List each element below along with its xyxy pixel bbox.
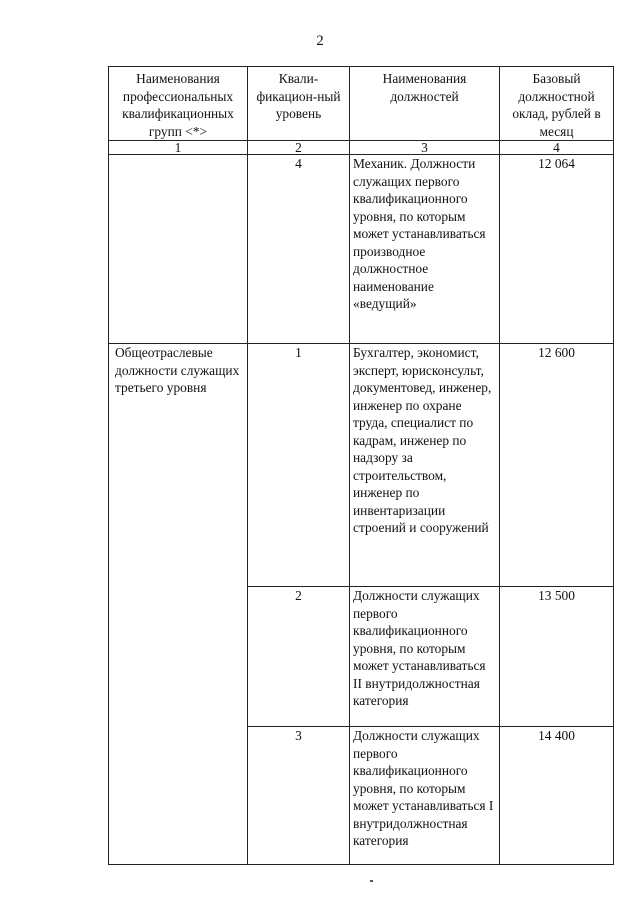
header-position-names: Наименования должностей [350, 67, 500, 141]
group-cell [109, 155, 248, 344]
salary-cell: 13 500 [500, 587, 614, 727]
level-cell: 1 [248, 344, 350, 587]
scan-speck [370, 880, 373, 882]
salary-cell: 12 064 [500, 155, 614, 344]
column-number: 4 [500, 141, 614, 155]
column-number: 1 [109, 141, 248, 155]
group-cell: Общеотраслевые должности служащих третьего уровня [109, 344, 248, 865]
header-professional-groups: Наименования профессиональных квалификационных групп <*> [109, 67, 248, 141]
page-number: 2 [316, 33, 324, 49]
table-row [109, 344, 614, 587]
positions-cell: Должности служащих первого квалификационного уровня, по которым может устанавливаться II внутридолжностная категория [350, 587, 500, 727]
positions-cell: Механик. Должности служащих первого квалификационного уровня, по которым может устанавливаться производное должностное наименование «ведущий» [350, 155, 500, 344]
column-number: 3 [350, 141, 500, 155]
column-number: 2 [248, 141, 350, 155]
salary-cell: 12 600 [500, 344, 614, 587]
positions-cell: Бухгалтер, экономист, эксперт, юрисконсульт, документовед, инженер, инженер по охране труда, специалист по кадрам, инженер по надзору за строительством, инженер по инвентаризации строений и сооружений [350, 344, 500, 587]
table-row [109, 155, 614, 344]
column-numbers-row [109, 141, 614, 155]
header-base-salary: Базовый должностной оклад, рублей в месяц [500, 67, 614, 141]
salary-cell: 14 400 [500, 727, 614, 865]
table-header-row [109, 67, 614, 141]
salary-table [108, 66, 614, 865]
level-cell: 2 [248, 587, 350, 727]
positions-cell: Должности служащих первого квалификационного уровня, по которым может устанавливаться I внутридолжностная категория [350, 727, 500, 865]
level-cell: 4 [248, 155, 350, 344]
level-cell: 3 [248, 727, 350, 865]
header-qualification-level: Квали-фикацион-ный уровень [248, 67, 350, 141]
